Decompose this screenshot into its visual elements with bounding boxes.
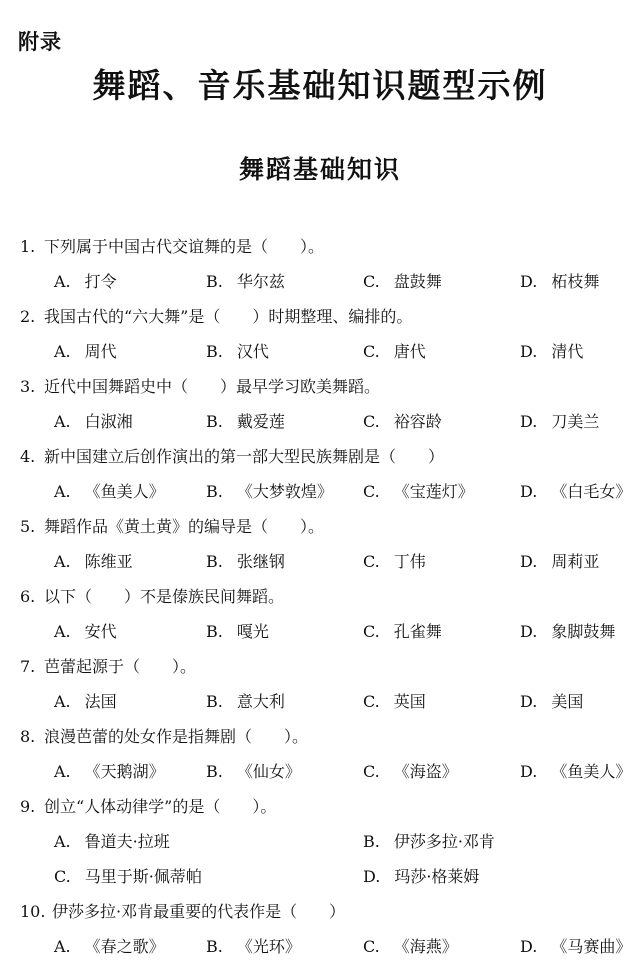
option-text: 丁伟 [393, 552, 426, 571]
option [206, 754, 301, 789]
option [206, 684, 285, 719]
option [54, 614, 117, 649]
option-letter: C. [54, 867, 71, 886]
option [54, 754, 165, 789]
option-text: 《马赛曲》 [551, 937, 632, 956]
option [520, 474, 631, 509]
option-letter: A. [54, 762, 71, 781]
option [363, 334, 426, 369]
option-letter: B. [206, 552, 223, 571]
option-text: 象脚鼓舞 [551, 622, 616, 641]
option [520, 614, 615, 649]
question-number: 3. [20, 377, 36, 396]
option [363, 754, 458, 789]
option [206, 264, 285, 299]
option-letter: D. [520, 937, 538, 956]
option-letter: D. [520, 342, 538, 361]
option-text: 张继钢 [236, 552, 285, 571]
question-stem [0, 789, 640, 824]
options-row [0, 824, 640, 859]
option-text: 《鱼美人》 [551, 762, 632, 781]
question-text: 以下（ ）不是傣族民间舞蹈。 [44, 587, 285, 606]
option-text: 意大利 [236, 692, 285, 711]
options-row [0, 404, 640, 439]
option-letter: A. [54, 692, 71, 711]
option [206, 614, 269, 649]
option [54, 474, 165, 509]
option [206, 929, 301, 964]
option [363, 929, 458, 964]
option-letter: D. [520, 622, 538, 641]
option-text: 《大梦敦煌》 [236, 482, 333, 501]
question-list [0, 229, 640, 964]
option [54, 684, 117, 719]
option-text: 《春之歌》 [84, 937, 165, 956]
question-number: 7. [20, 657, 36, 676]
option-letter: C. [363, 622, 380, 641]
option-letter: C. [363, 937, 380, 956]
option-letter: B. [206, 342, 223, 361]
option-text: 英国 [393, 692, 426, 711]
question-stem [0, 229, 640, 264]
options-row [0, 544, 640, 579]
option [363, 859, 479, 894]
option-text: 《仙女》 [236, 762, 301, 781]
option [363, 614, 442, 649]
question-text: 下列属于中国古代交谊舞的是（ ）。 [44, 237, 325, 256]
question-stem [0, 894, 640, 929]
option-letter: C. [363, 762, 380, 781]
question-text: 我国古代的“六大舞”是（ ）时期整理、编排的。 [44, 307, 413, 326]
option-letter: D. [520, 762, 538, 781]
question-stem [0, 509, 640, 544]
question-stem [0, 439, 640, 474]
option-text: 《光环》 [236, 937, 301, 956]
option [363, 684, 426, 719]
option-text: 伊莎多拉·邓肯 [393, 832, 495, 851]
option-text: 《鱼美人》 [84, 482, 165, 501]
option-letter: B. [206, 937, 223, 956]
option-text: 孔雀舞 [393, 622, 442, 641]
option-text: 裕容龄 [393, 412, 442, 431]
section-title: 舞蹈基础知识 [238, 155, 401, 184]
question-text: 创立“人体动律学”的是（ ）。 [44, 797, 277, 816]
option-text: 华尔兹 [236, 272, 285, 291]
option [363, 404, 442, 439]
question-text: 芭蕾起源于（ ）。 [44, 657, 197, 676]
option-text: 《宝莲灯》 [393, 482, 474, 501]
question-number: 1. [20, 237, 36, 256]
option-text: 陈维亚 [84, 552, 133, 571]
option-letter: C. [363, 342, 380, 361]
option-text: 《天鹅湖》 [84, 762, 165, 781]
options-row [0, 614, 640, 649]
option-text: 玛莎·格莱姆 [394, 867, 480, 886]
option [520, 684, 583, 719]
question-number: 9. [20, 797, 36, 816]
option-text: 《海盗》 [393, 762, 458, 781]
option-letter: A. [54, 832, 71, 851]
option [363, 264, 442, 299]
option [206, 404, 285, 439]
option [54, 404, 133, 439]
option [54, 334, 117, 369]
option-letter: D. [520, 482, 538, 501]
option-letter: B. [206, 622, 223, 641]
options-row [0, 334, 640, 369]
option-text: 打令 [84, 272, 117, 291]
option-letter: C. [363, 482, 380, 501]
option [520, 544, 599, 579]
option-letter: B. [206, 482, 223, 501]
option-letter: D. [363, 867, 381, 886]
option-text: 《海燕》 [393, 937, 458, 956]
appendix-label: 附录 [18, 30, 62, 54]
question-number: 5. [20, 517, 36, 536]
option-letter: B. [206, 412, 223, 431]
question-stem [0, 649, 640, 684]
options-row [0, 684, 640, 719]
option [520, 929, 631, 964]
option-letter: D. [520, 692, 538, 711]
option [54, 859, 202, 894]
option-letter: B. [363, 832, 380, 851]
option-letter: A. [54, 482, 71, 501]
options-row [0, 859, 640, 894]
option-text: 清代 [551, 342, 584, 361]
option [206, 334, 269, 369]
option-text: 《白毛女》 [551, 482, 632, 501]
question-number: 8. [20, 727, 36, 746]
option [206, 544, 285, 579]
option-letter: A. [54, 272, 71, 291]
option-text: 安代 [84, 622, 117, 641]
question-number: 10. [20, 902, 46, 921]
option [54, 544, 133, 579]
option [54, 264, 117, 299]
option-letter: A. [54, 937, 71, 956]
option-text: 马里于斯·佩蒂帕 [84, 867, 202, 886]
question-number: 4. [20, 447, 36, 466]
option-text: 汉代 [236, 342, 269, 361]
option [520, 754, 631, 789]
option-letter: A. [54, 622, 71, 641]
option-letter: C. [363, 412, 380, 431]
option-text: 柘枝舞 [551, 272, 600, 291]
options-row [0, 754, 640, 789]
question-text: 新中国建立后创作演出的第一部大型民族舞剧是（ ） [44, 447, 445, 466]
question-text: 浪漫芭蕾的处女作是指舞剧（ ）。 [44, 727, 309, 746]
option-text: 美国 [551, 692, 584, 711]
options-row [0, 264, 640, 299]
option-letter: D. [520, 272, 538, 291]
option-letter: A. [54, 552, 71, 571]
question-number: 2. [20, 307, 36, 326]
option-letter: A. [54, 412, 71, 431]
option-text: 盘鼓舞 [393, 272, 442, 291]
option-letter: D. [520, 412, 538, 431]
option [363, 824, 495, 859]
options-row [0, 474, 640, 509]
option-letter: A. [54, 342, 71, 361]
option-text: 鲁道夫·拉班 [84, 832, 170, 851]
option [206, 474, 333, 509]
option-letter: C. [363, 692, 380, 711]
option-text: 戴爱莲 [236, 412, 285, 431]
option-text: 嘎光 [236, 622, 269, 641]
option [520, 264, 599, 299]
option [520, 404, 599, 439]
option-letter: D. [520, 552, 538, 571]
option-letter: B. [206, 762, 223, 781]
option-letter: B. [206, 692, 223, 711]
option-letter: C. [363, 552, 380, 571]
option-text: 周代 [84, 342, 117, 361]
question-number: 6. [20, 587, 36, 606]
option-text: 白淑湘 [84, 412, 133, 431]
option-text: 法国 [84, 692, 117, 711]
option-text: 唐代 [393, 342, 426, 361]
option [520, 334, 583, 369]
question-text: 舞蹈作品《黄土黄》的编导是（ ）。 [44, 517, 325, 536]
option-text: 刀美兰 [551, 412, 600, 431]
question-stem [0, 719, 640, 754]
question-stem [0, 369, 640, 404]
question-text: 伊莎多拉·邓肯最重要的代表作是（ ） [52, 902, 346, 921]
options-row [0, 929, 640, 964]
option [54, 824, 170, 859]
option [363, 474, 474, 509]
option [363, 544, 426, 579]
option [54, 929, 165, 964]
option-text: 周莉亚 [551, 552, 600, 571]
question-stem [0, 579, 640, 614]
question-stem [0, 299, 640, 334]
option-letter: B. [206, 272, 223, 291]
option-letter: C. [363, 272, 380, 291]
question-text: 近代中国舞蹈史中（ ）最早学习欧美舞蹈。 [44, 377, 381, 396]
page-title: 舞蹈、音乐基础知识题型示例 [92, 66, 548, 105]
